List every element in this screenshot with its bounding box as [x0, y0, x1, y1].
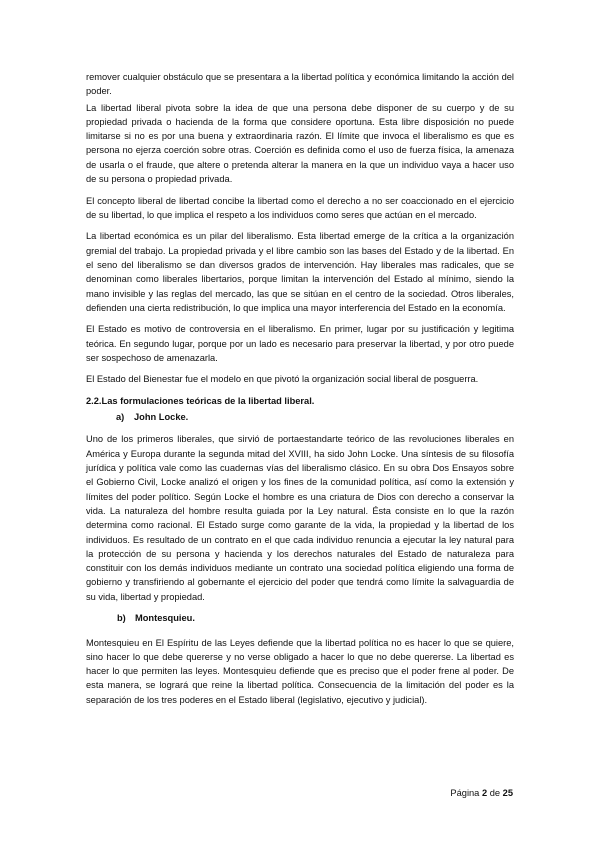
- subsection-title: John Locke.: [134, 412, 189, 423]
- subsection-letter: a): [116, 412, 125, 423]
- subsection-heading-locke: [86, 410, 514, 424]
- section-heading: [86, 394, 514, 408]
- paragraph-continuation: remover cualquier obstáculo que se presentara a la libertad política y económica limitando la acción del poder.: [86, 72, 514, 97]
- footer-total-pages: 25: [502, 788, 513, 798]
- subsection-heading-montesquieu: [86, 611, 514, 625]
- paragraph-concepto-liberal: El concepto liberal de libertad concibe la libertad como el derecho a no ser coaccionado en el ejercicio de su libertad, lo que implica el respeto a los individuos como seres que actúan en el mercado.: [86, 195, 514, 220]
- paragraph-estado-controversia: El Estado es motivo de controversia en el liberalismo. En primer, lugar por su justificación y legitima teórica. En segundo lugar, porque por un lado es necesario para preservar la libertad, y por otro puede ser sospechoso de amenazarla.: [86, 324, 514, 363]
- paragraph-montesquieu: Montesquieu en El Espíritu de las Leyes defiende que la libertad política no es hacer lo que se quiere, sino hacer lo que debe quererse y no verse obligado a hacer lo que no debe quererse. La libertad es hacer lo que permiten las leyes. Montesquieu defiende que es preciso que el poder frene al poder. De esta manera, se logrará que reine la libertad política. Consecuencia de la limitación del poder es la separación de los tres poderes en el Estado liberal (legislativo, ejecutivo y judicial).: [86, 637, 514, 705]
- page-body: [86, 70, 514, 714]
- section-number: 2.2.: [86, 395, 102, 406]
- paragraph-libertad-economica: La libertad económica es un pilar del liberalismo. Esta libertad emerge de la crítica a la organización gremial del trabajo. La propiedad privada y el libre cambio son las bases del Estado y de la libertad. En el seno del liberalismo se dan diversos grados de intervención. Hay liberales mas radicales, que se denominan como liberales libertarios, porque limitan la intervención del Estado al mínimo, siendo la mano invisible y las reglas del mercado, las que se sitúan en el centro de la sociedad. Otros liberales, defienden una cierta redistribución, lo que implica una mayor interferencia del Estado en la economía.: [86, 231, 514, 313]
- paragraph-libertad-liberal: La libertad liberal pivota sobre la idea de que una persona debe disponer de su cuerpo y de su propiedad privada o hacienda de la forma que considere oportuna. Esta libre disposición no puede limitarse si no es por una buena y extraordinaria razón. El límite que invoca el liberalismo es que es persona no ejerza coerción sobre otras. Coerción es definida como el uso de fuerza física, la amenaza de usarla o el fraude, que altere o pretenda alterar la manera en la que un individuo vaya a hacer uso de su persona o propiedad privada.: [86, 102, 514, 185]
- footer-current-page: 2: [481, 788, 488, 798]
- page-footer: [450, 788, 513, 798]
- footer-of: de: [489, 788, 501, 798]
- paragraph-locke: Uno de los primeros liberales, que sirvió de portaestandarte teórico de las revoluciones liberales en América y Europa durante la segunda mitad del XVIII, ha sido John Locke. Una síntesis de su filosofía jurídica y política vale como las cuadernas vías del liberalismo clásico. En su obra Dos Ensayos sobre el Gobierno Civil, Locke analizó el origen y los fines de la comunidad política, así como la extensión y límites del poder político. Según Locke el hombre es una criatura de Dios con derecho a conservar la vida. La naturaleza del hombre resulta guiada por la Ley natural. Ésta consiste en lo que la razón determina como racional. El Estado surge como garante de la vida, la propiedad y la libertad de los individuos. Es resultado de un contrato en el que cada individuo renuncia a ejecutar la ley natural para la protección de su persona y hacienda y los derechos naturales del Estado de naturaleza para constituir con los demás individuos mediante un contrato una sociedad política eligiendo una forma de gobierno y transfiriendo al gobernante el ejercicio del poder que tendrá como límite la salvaguardia de su vida, libertad y propiedad.: [86, 434, 514, 602]
- subsection-title: Montesquieu.: [135, 613, 195, 624]
- subsection-letter: b): [117, 613, 126, 624]
- footer-label: Página: [450, 788, 480, 798]
- section-title: Las formulaciones teóricas de la libertad liberal.: [101, 395, 315, 406]
- paragraph-estado-bienestar: El Estado del Bienestar fue el modelo en que pivotó la organización social liberal de posguerra.: [86, 374, 479, 385]
